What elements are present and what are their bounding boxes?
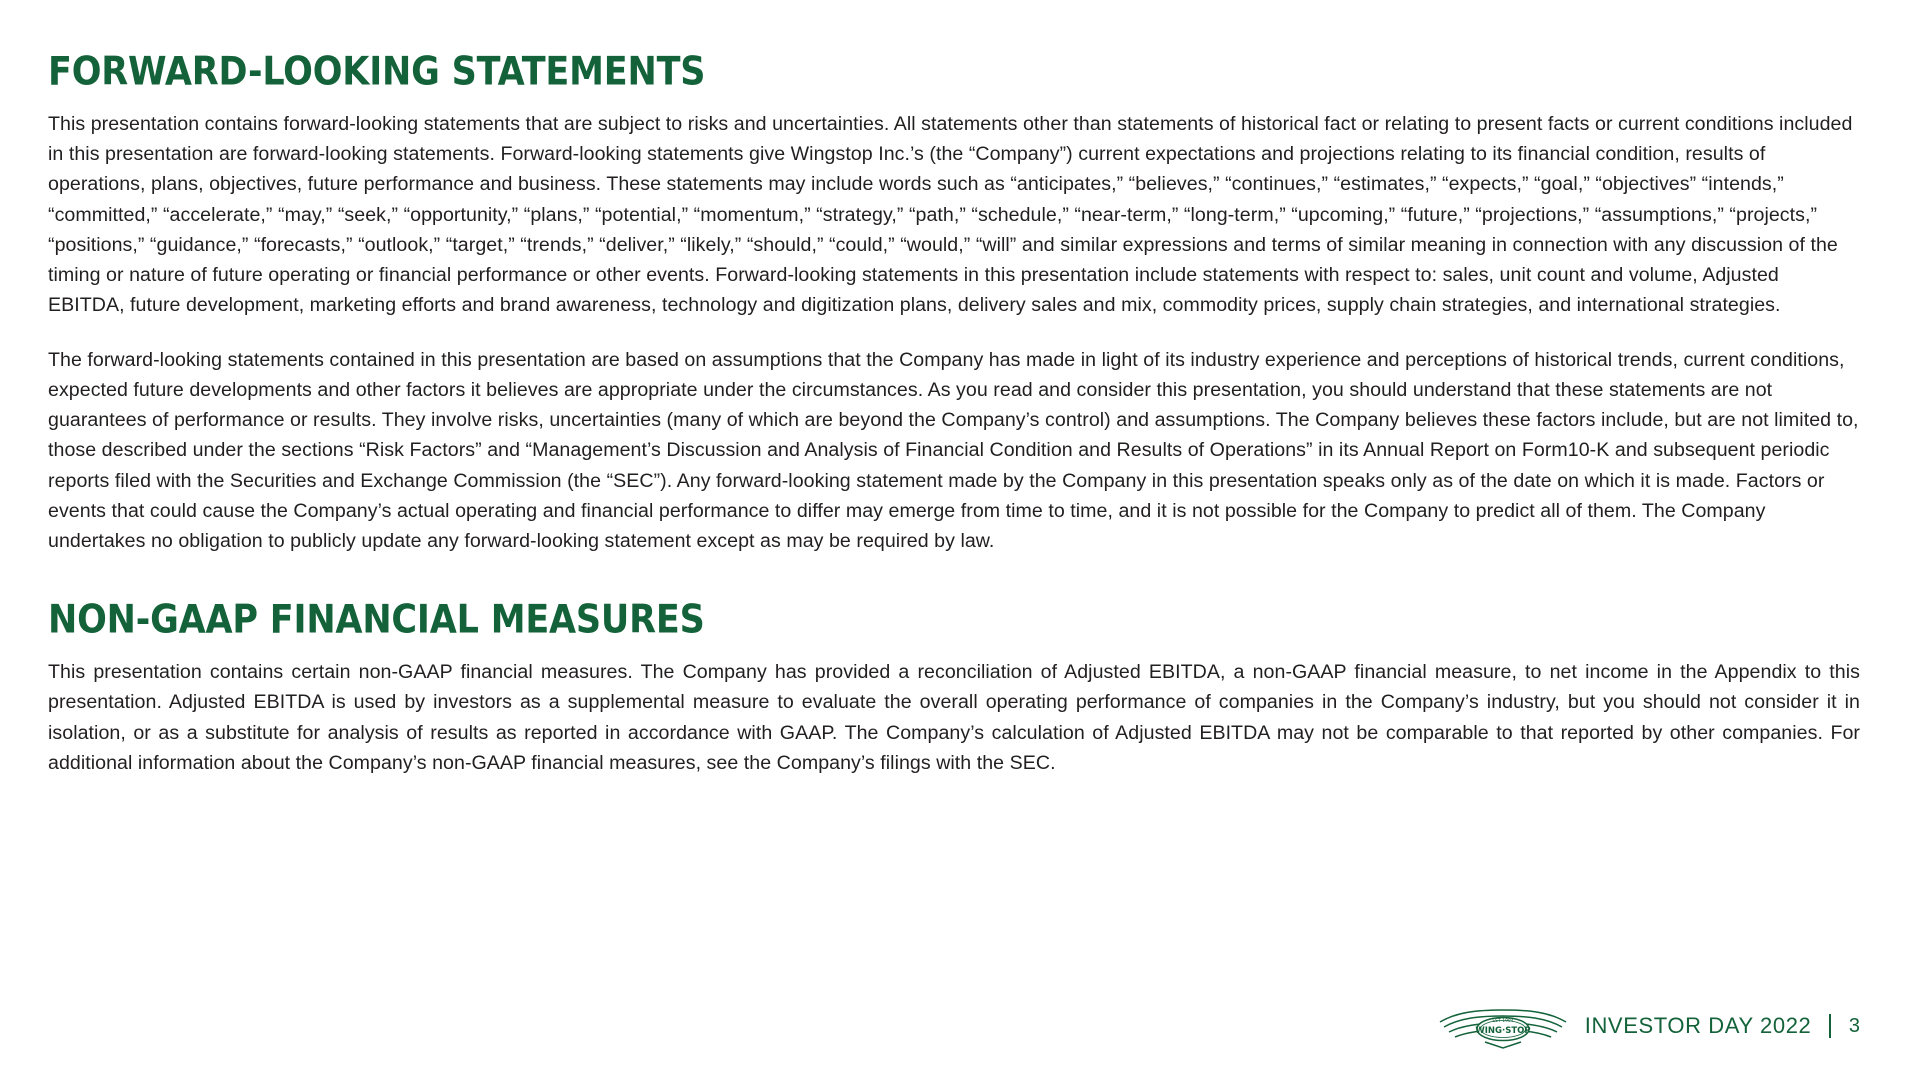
- page-number: 3: [1848, 1014, 1860, 1037]
- wingstop-logo-icon: [1437, 1000, 1569, 1052]
- svg-text:EST 1994: EST 1994: [1492, 1019, 1514, 1024]
- slide-footer: [1437, 1000, 1860, 1052]
- page-title-forward-looking-statements: FORWARD-LOOKING STATEMENTS: [48, 49, 706, 95]
- paragraph: This presentation contains certain non-GAAP financial measures. The Company has provided a reconciliation of Adjusted EBITDA, a non-GAAP financial measure, to net income in the Appendix to this presentation. Adjusted EBITDA is used by investors as a supplemental measure to evaluate the overall operating performance of companies in the Company’s industry, but you should not consider it in isolation, or as a substitute for analysis of results as reported in accordance with GAAP. The Company’s calculation of Adjusted EBITDA may not be comparable to that reported by other companies. For additional information about the Company’s non-GAAP financial measures, see the Company’s filings with the SEC.: [48, 661, 1860, 775]
- forward-looking-statements-body: [48, 109, 1860, 557]
- footer-divider: [1829, 1014, 1831, 1038]
- svg-text:WING·STOP: WING·STOP: [1475, 1026, 1531, 1036]
- footer-event-label: INVESTOR DAY 2022: [1584, 1013, 1812, 1038]
- paragraph: This presentation contains forward-looking statements that are subject to risks and uncertainties. All statements other than statements of historical fact or relating to present facts or current conditions included in this presentation are forward-looking statements. Forward-looking statements give Wingstop Inc.’s (the “Company”) current expectations and projections relating to its financial condition, results of operations, plans, objectives, future performance and business. These statements may include words such as “anticipates,” “believes,” “continues,” “estimates,” “expects,” “goal,” “objectives” “intends,” “committed,” “accelerate,” “may,” “seek,” “opportunity,” “plans,” “potential,” “momentum,” “strategy,” “path,” “schedule,” “near-term,” “long-term,” “upcoming,” “future,” “projections,” “assumptions,” “projects,” “positions,” “guidance,” “forecasts,” “outlook,” “target,” “trends,” “deliver,” “likely,” “should,” “could,” “would,” “will” and similar expressions and terms of similar meaning in connection with any discussion of the timing or nature of future operating or financial performance or other events. Forward-looking statements in this presentation include statements with respect to: sales, unit count and volume, Adjusted EBITDA, future development, marketing efforts and brand awareness, technology and digitization plans, delivery sales and mix, commodity prices, supply chain strategies, and international strategies.: [48, 112, 1853, 317]
- paragraph: The forward-looking statements contained in this presentation are based on assumptions that the Company has made in light of its industry experience and perceptions of historical trends, current conditions, expected future developments and other factors it believes are appropriate under the circumstances. As you read and consider this presentation, you should understand that these statements are not guarantees of performance or results. They involve risks, uncertainties (many of which are beyond the Company’s control) and assumptions. The Company believes these factors include, but are not limited to, those described under the sections “Risk Factors” and “Management’s Discussion and Analysis of Financial Condition and Results of Operations” in its Annual Report on Form10-K and subsequent periodic reports filed with the Securities and Exchange Commission (the “SEC”). Any forward-looking statement made by the Company in this presentation speaks only as of the date on which it is made. Factors or events that could cause the Company’s actual operating and financial performance to differ may emerge from time to time, and it is not possible for the Company to predict all of them. The Company undertakes no obligation to publicly update any forward-looking statement except as may be required by law.: [48, 348, 1859, 553]
- page-title-non-gaap-financial-measures: NON-GAAP FINANCIAL MEASURES: [48, 598, 705, 644]
- non-gaap-financial-measures-body: [48, 657, 1860, 778]
